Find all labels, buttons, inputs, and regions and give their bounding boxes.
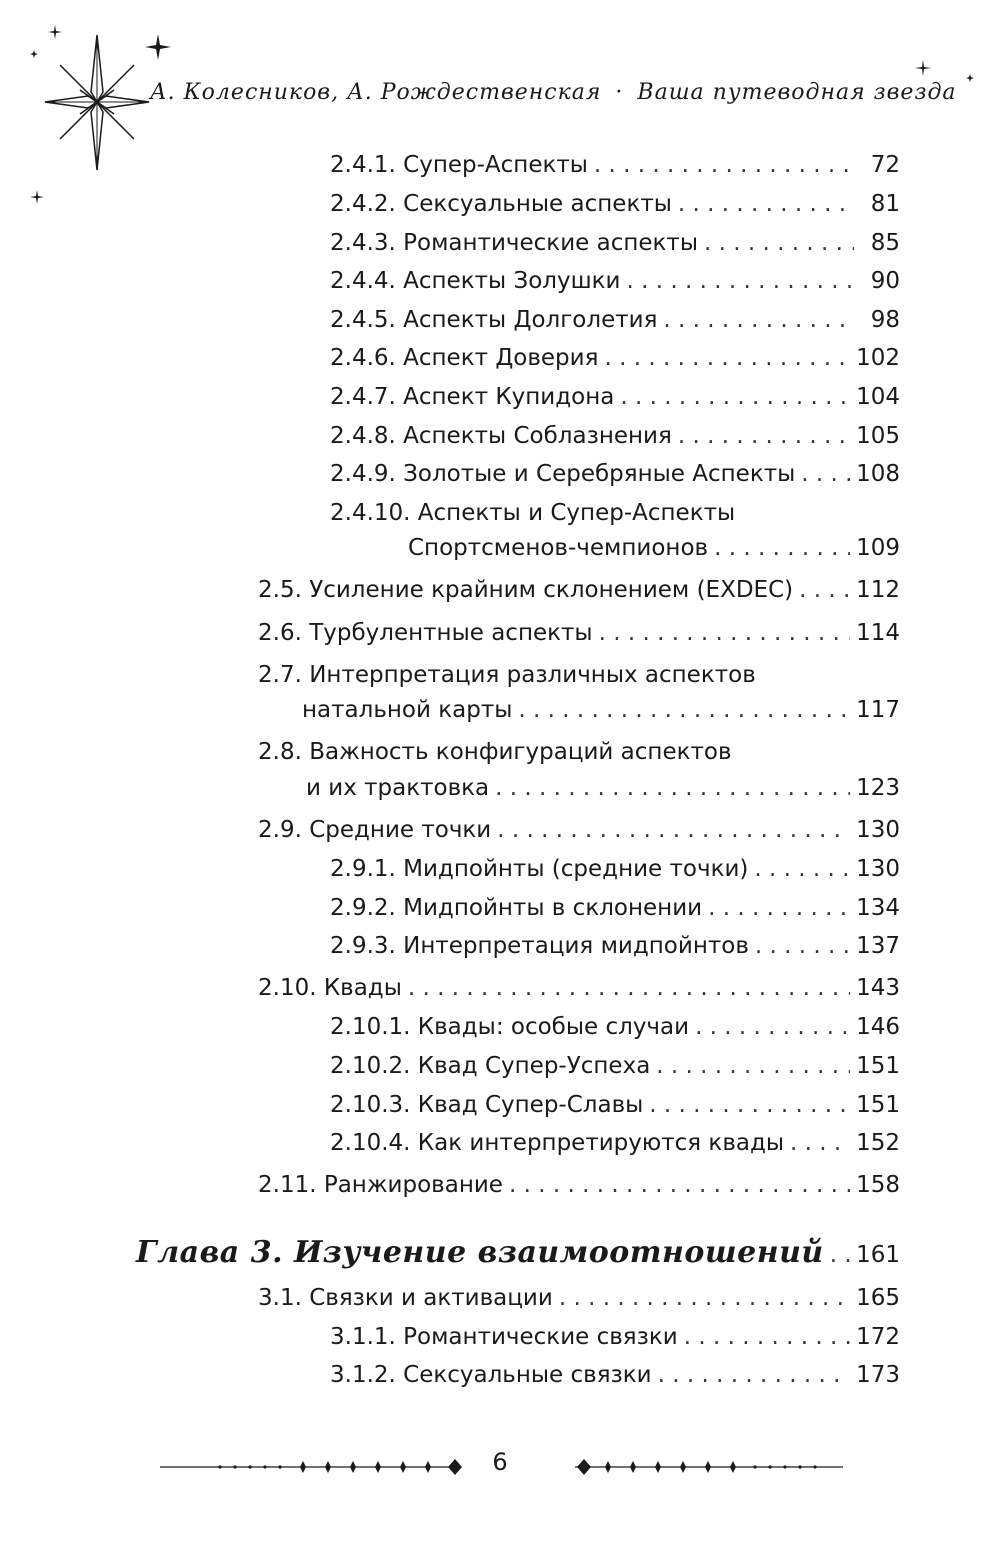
toc-entry-first-line: 2.4.10. Аспекты и Супер-Аспекты [330,500,736,526]
toc-entry[interactable]: 2.4.3. Романтические аспекты . . . 85 [330,226,900,260]
moon-icon [962,100,984,130]
sparkle-icon [966,74,974,82]
toc-entry[interactable]: 2.9. Средние точки . . . 130 [258,813,900,847]
sparkle-icon [915,60,931,76]
toc-entry[interactable]: 2.4.6. Аспект Доверия . . . 102 [330,341,900,375]
page-number: 6 [492,1448,508,1476]
sparkle-icon [145,34,171,60]
toc-entry[interactable]: 3.1. Связки и активации . . . 165 [258,1281,900,1315]
toc-entry[interactable]: 3.1.1. Романтические связки . . . 172 [330,1320,900,1354]
sparkle-icon [48,25,62,39]
toc-entry[interactable]: 2.11. Ранжирование . . . 158 [258,1168,900,1202]
toc-entry[interactable]: 2.10.1. Квады: особые случаи . . . 146 [330,1010,900,1044]
toc-entry[interactable]: 2.4.2. Сексуальные аспекты . . . 81 [330,187,900,221]
toc-chapter-entry[interactable]: Глава 3. Изучение взаимоотношений . . . 161 [136,1236,900,1272]
sparkle-icon [30,50,38,58]
toc-entry[interactable]: 2.4.9. Золотые и Серебряные Аспекты . . . 108 [330,457,900,491]
toc-entry-first-line: 2.8. Важность конфигураций аспектов [258,739,732,765]
toc-entry[interactable]: натальной карты . . . 117 [302,693,900,727]
toc-entry[interactable]: 2.10.2. Квад Супер-Успеха . . . 151 [330,1049,900,1083]
toc-entry[interactable]: и их трактовка . . . 123 [306,771,900,805]
toc-entry[interactable]: 2.4.8. Аспекты Соблазнения . . . 105 [330,419,900,453]
ornament-left-icon [160,1458,470,1476]
toc-entry[interactable]: 2.4.7. Аспект Купидона . . . 104 [330,380,900,414]
toc-entry[interactable]: 2.10.3. Квад Супер-Славы . . . 151 [330,1088,900,1122]
toc-entry[interactable]: 2.9.3. Интерпретация мидпойнтов . . . 137 [330,929,900,963]
header-separator: · [615,80,624,105]
toc-entry[interactable]: 2.9.1. Мидпойнты (средние точки) . . . 130 [330,852,900,886]
toc-entry-first-line: 2.7. Интерпретация различных аспектов [258,662,756,688]
toc-entry[interactable]: 2.10. Квады . . . 143 [258,971,900,1005]
sparkle-icon [30,190,44,204]
toc-entry[interactable]: 2.5. Усиление крайним склонением (EXDEC) . . . 112 [258,573,900,607]
toc-entry[interactable]: Спортсменов-чемпионов . . . 109 [408,531,900,565]
running-header [150,80,957,105]
toc-entry[interactable]: 2.4.4. Аспекты Золушки . . . 90 [330,264,900,298]
header-authors: А. Колесников, А. Рождественская [150,80,602,105]
toc-entry[interactable]: 2.6. Турбулентные аспекты . . . 114 [258,616,900,650]
toc-entry[interactable]: 2.4.5. Аспекты Долголетия . . . 98 [330,303,900,337]
toc-entry[interactable]: 2.10.4. Как интерпретируются квады . . . 152 [330,1126,900,1160]
toc-entry[interactable]: 2.4.1. Супер-Аспекты . . . 72 [330,148,900,182]
compass-star-icon [40,30,150,175]
ornament-right-icon [575,1458,845,1476]
header-book-title: Ваша путеводная звезда [637,80,957,105]
toc-entry[interactable]: 2.9.2. Мидпойнты в склонении . . . 134 [330,891,900,925]
toc-entry[interactable]: 3.1.2. Сексуальные связки . . . 173 [330,1358,900,1392]
